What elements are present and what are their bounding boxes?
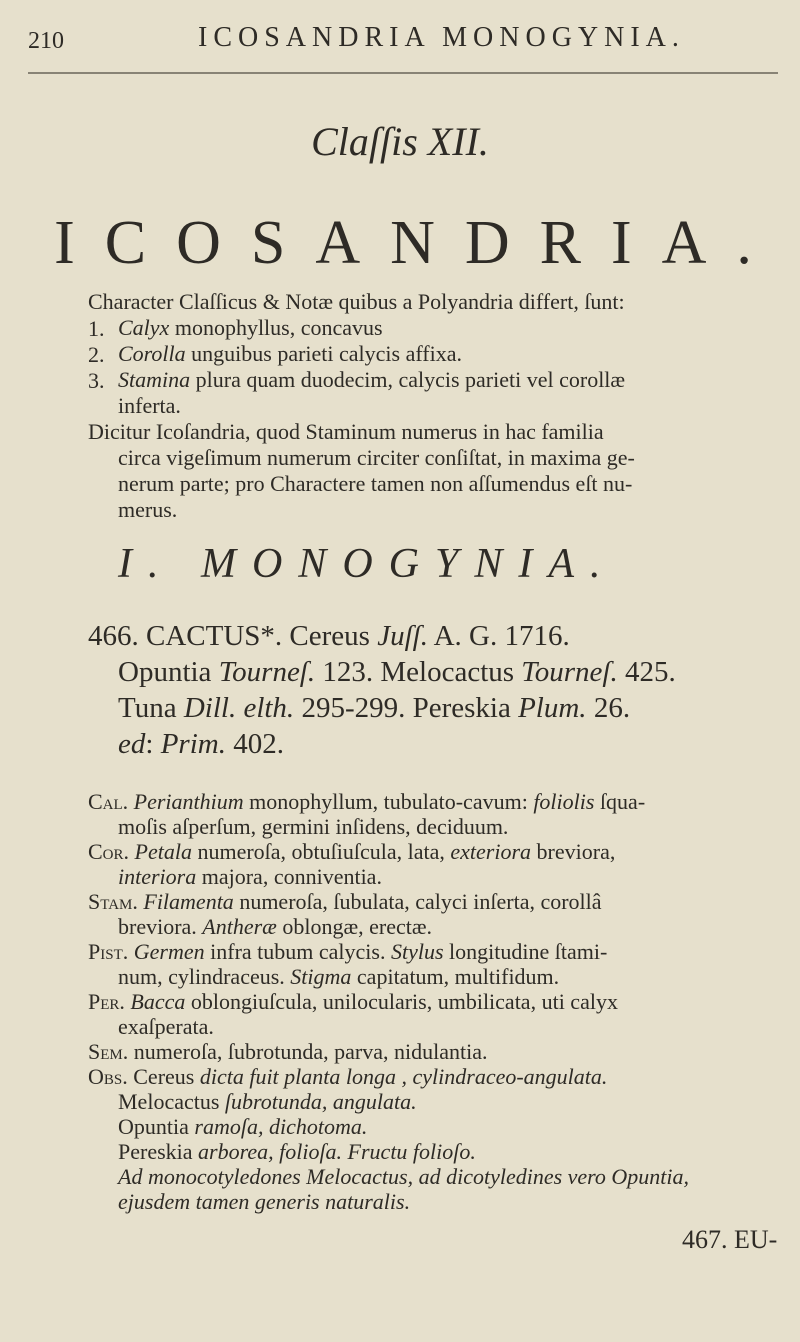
item-term: Stamina	[118, 367, 191, 392]
desc-term: arborea, folioſa. Fructu folioſo.	[198, 1139, 476, 1164]
desc-term: Stylus	[390, 939, 444, 964]
desc-text: breviora,	[531, 839, 616, 864]
genus-text: 295-299. Pereskia	[294, 692, 519, 724]
desc-text: capitatum, multifidum.	[351, 964, 560, 989]
item-text: monophyllus, concavus	[169, 315, 383, 340]
desc-text: Cereus	[127, 1064, 200, 1089]
page-number: 210	[28, 28, 64, 54]
paragraph-line: circa vigeſimum numerum circiter conſiſtat, in maxima ge-	[118, 445, 635, 470]
genus-ref: Tourneſ.	[218, 656, 316, 688]
desc-text: Pereskia	[118, 1139, 199, 1164]
desc-text: Opuntia	[118, 1114, 195, 1139]
genus-line	[88, 620, 570, 652]
desc-term: Stigma	[290, 964, 352, 989]
genus-text: 466. CACTUS*. Cereus	[88, 620, 378, 652]
genus-ref: ed	[118, 728, 146, 760]
desc-continuation	[118, 915, 432, 939]
desc-continuation	[118, 1090, 417, 1114]
desc-text: numeroſa, obtuſiuſcula, lata,	[191, 839, 451, 864]
desc-term: Germen	[133, 939, 205, 964]
desc-head: Cal.	[88, 789, 129, 814]
genus-ref: Tourneſ.	[521, 656, 618, 688]
desc-head: Pist.	[88, 939, 129, 964]
desc-term: dicta fuit planta longa , cylindraceo-angulata.	[199, 1064, 608, 1089]
genus-text: A. G. 1716.	[427, 620, 570, 652]
intro-line: Character Claſſicus & Notæ quibus a Polyandria differt, ſunt:	[88, 289, 625, 314]
genus-line	[118, 728, 284, 760]
desc-pistillum	[88, 940, 607, 964]
desc-text: numeroſa, ſubrotunda, parva, nidulantia.	[128, 1039, 488, 1064]
paragraph-line: Dicitur Icoſandria, quod Staminum numerus in hac familia	[88, 419, 604, 444]
header-rule	[28, 72, 778, 74]
desc-head: Per.	[88, 989, 125, 1014]
desc-head: Cor.	[88, 839, 130, 864]
desc-continuation	[118, 1140, 476, 1164]
running-head	[28, 22, 772, 62]
intro-item	[118, 368, 625, 392]
genus-line	[118, 656, 676, 688]
desc-text: monophyllum, tubulato-cavum:	[243, 789, 534, 814]
genus-text: 402.	[225, 728, 284, 760]
genus-ref: Prim.	[160, 728, 226, 760]
desc-term: Filamenta	[143, 889, 234, 914]
desc-term: Petala	[134, 839, 192, 864]
class-name: ICOSANDRIA.	[54, 209, 782, 277]
desc-term: ramoſa, dichotoma.	[194, 1114, 368, 1139]
intro-item	[118, 342, 462, 366]
item-term: Calyx	[118, 315, 170, 340]
desc-stamina	[88, 890, 602, 914]
genus-text: 26.	[586, 692, 631, 724]
intro-item-continuation: inferta.	[118, 393, 181, 418]
desc-head: Stam.	[88, 889, 138, 914]
desc-text: oblongæ, erectæ.	[276, 914, 433, 939]
desc-text: ſqua-	[594, 789, 646, 814]
genus-ref: Plum.	[518, 692, 587, 724]
desc-text: infra tubum calycis.	[204, 939, 391, 964]
desc-continuation: Ad monocotyledones Melocactus, ad dicotyledines vero Opuntia,	[118, 1164, 690, 1189]
desc-head: Obs.	[88, 1064, 128, 1089]
desc-text: breviora.	[118, 914, 203, 939]
desc-continuation	[118, 965, 559, 989]
desc-text: numeroſa, ſubulata, calyci inſerta, corollâ	[233, 889, 602, 914]
desc-term: interiora	[118, 864, 197, 889]
desc-term: ſubrotunda, angulata.	[224, 1089, 417, 1114]
item-text: unguibus parieti calycis affixa.	[185, 341, 462, 366]
genus-text: 425.	[617, 656, 676, 688]
desc-text: oblongiuſcula, unilocularis, umbilicata, uti calyx	[185, 989, 618, 1014]
desc-text: num, cylindraceus.	[118, 964, 291, 989]
desc-continuation: exaſperata.	[118, 1014, 214, 1039]
paragraph-line: merus.	[118, 497, 178, 522]
item-term: Corolla	[118, 341, 186, 366]
desc-term: exteriora	[450, 839, 532, 864]
intro-item	[118, 316, 383, 340]
item-number: 3.	[88, 368, 105, 393]
desc-term: Bacca	[130, 989, 186, 1014]
desc-continuation: ejusdem tamen generis naturalis.	[118, 1189, 411, 1214]
class-heading: Claſſis XII.	[311, 119, 489, 164]
item-number: 1.	[88, 316, 105, 341]
running-title: ICOSANDRIA MONOGYNIA.	[198, 22, 685, 53]
genus-ref: Juſſ.	[377, 620, 428, 652]
desc-continuation	[118, 1115, 367, 1139]
desc-text: Melocactus	[118, 1089, 225, 1114]
genus-ref: Dill. elth.	[183, 692, 295, 724]
desc-calyx	[88, 790, 645, 814]
desc-text: majora, conniventia.	[196, 864, 382, 889]
item-text: plura quam duodecim, calycis parieti vel corollæ	[190, 367, 626, 392]
desc-term: foliolis	[533, 789, 595, 814]
order-heading: I. MONOGYNIA.	[118, 541, 617, 587]
desc-continuation	[118, 865, 382, 889]
desc-semina	[88, 1040, 487, 1064]
genus-text: 123. Melocactus	[315, 656, 522, 688]
desc-pericarpium	[88, 990, 618, 1014]
desc-head: Sem.	[88, 1039, 129, 1064]
paragraph-line: nerum parte; pro Charactere tamen non aſſumendus eſt nu-	[118, 471, 633, 496]
desc-observatio	[88, 1065, 607, 1089]
desc-term: Perianthium	[133, 789, 244, 814]
desc-corolla	[88, 840, 615, 864]
desc-term: Antheræ	[202, 914, 277, 939]
desc-text: longitudine ſtami-	[443, 939, 608, 964]
desc-continuation: moſis aſperſum, germini inſidens, deciduum.	[118, 814, 509, 839]
genus-text: :	[145, 728, 161, 760]
genus-text: Tuna	[118, 692, 184, 724]
genus-text: Opuntia	[118, 656, 219, 688]
genus-line	[118, 692, 630, 724]
item-number: 2.	[88, 342, 105, 367]
catchword: 467. EU-	[682, 1225, 778, 1254]
